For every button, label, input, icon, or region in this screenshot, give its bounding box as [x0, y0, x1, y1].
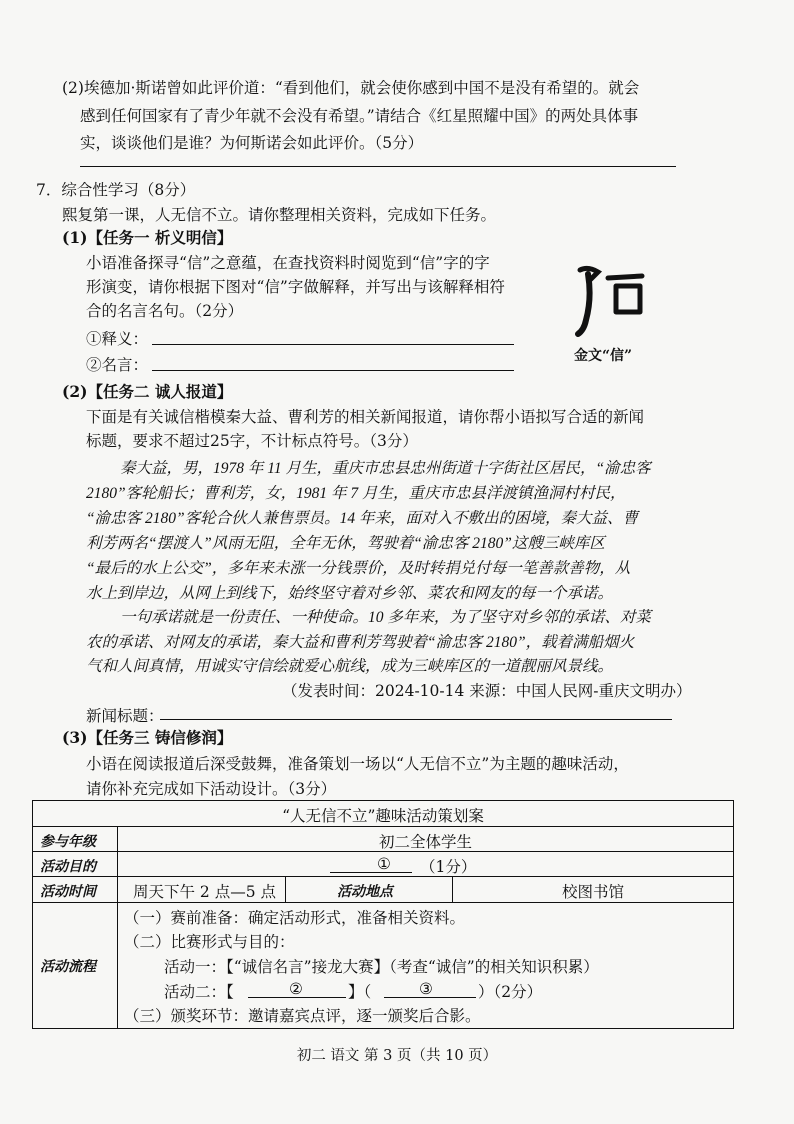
grade-value: 初二全体学生 [378, 833, 472, 851]
task2-head: (2)【任务二 诚人报道】 [62, 382, 233, 401]
time-label: 活动时间 [40, 884, 96, 900]
q6-2-answer-line[interactable] [80, 166, 676, 167]
plan-vrule-2 [285, 876, 286, 902]
plan-rule-1 [32, 826, 734, 827]
activity-blank-3[interactable]: ③ [419, 980, 433, 998]
plan-vrule-label [117, 826, 118, 1029]
task3-line2: 请你补充完成如下活动设计。（3分） [86, 780, 337, 798]
quote-answer-line[interactable] [152, 370, 514, 371]
purpose-score: （1分） [420, 858, 477, 876]
flow-step-1: （一）赛前准备：确定活动形式，准备相关资料。 [124, 909, 466, 927]
news-p1-line4: 利芳两名“摆渡人”风雨无阻，全年无休，驾驶着“渝忠客 2180”这艘三峡库区 [86, 535, 605, 552]
task2-line2: 标题，要求不超过25字，不计标点符号。（3分） [86, 432, 418, 450]
news-source: （发表时间：2024-10-14 来源：中国人民网-重庆文明办） [282, 682, 692, 700]
activity-answer-line-2[interactable] [248, 997, 346, 998]
grade-label: 参与年级 [40, 834, 96, 850]
flow-activity-2-suffix: ）（2分） [478, 983, 543, 1001]
activity-blank-2[interactable]: ② [289, 980, 303, 998]
flow-step-2: （二）比赛形式与目的： [124, 933, 295, 951]
purpose-label: 活动目的 [40, 859, 96, 875]
flow-step-3: （三）颁奖环节：邀请嘉宾点评，逐一颁奖后合影。 [124, 1007, 481, 1025]
q6-2-line2: 感到任何国家有了青少年就不会没有希望。”请结合《红星照耀中国》的两处具体事 [80, 107, 639, 125]
flow-activity-1: 活动一：【“诚信名言”接龙大赛】（考查“诚信”的相关知识积累） [164, 958, 599, 976]
flow-activity-2-prefix: 活动二：【 [164, 983, 234, 1001]
news-p2-line1: 一句承诺就是一份责任、一种使命。10 多年来，为了坚守对乡邻的承诺、对菜 [120, 609, 651, 626]
activity-answer-line-3[interactable] [384, 997, 476, 998]
flow-label: 活动流程 [40, 959, 96, 975]
task3-head: (3)【任务三 铸信修润】 [62, 728, 233, 747]
plan-rule-4 [32, 902, 734, 903]
task3-line1: 小语在阅读报道后深受鼓舞，准备策划一场以“人无信不立”为主题的趣味活动， [86, 755, 629, 773]
purpose-blank-1[interactable]: ① [377, 855, 391, 873]
news-title-answer-line[interactable] [160, 719, 672, 720]
place-label: 活动地点 [337, 884, 393, 900]
flow-activity-2-mid: 】（ [348, 983, 372, 1001]
purpose-answer-line[interactable] [330, 872, 412, 873]
news-p1-line3: “渝忠客 2180”客轮合伙人兼售票员。14 年来，面对入不敷出的困境，秦大益、曹 [86, 510, 638, 527]
news-p2-line2: 农的承诺、对网友的承诺，秦大益和曹利芳驾驶着“渝忠客 2180”，载着满船烟火 [86, 634, 635, 651]
news-p1-line1: 秦大益，男，1978 年 11 月生，重庆市忠县忠州街道十字街社区居民，“渝忠客 [120, 460, 651, 477]
explain-label: ①释义： [86, 330, 149, 348]
news-p2-line3: 气和人间真情，用诚实守信绘就爱心航线，成为三峡库区的一道靓丽风景线。 [86, 658, 614, 675]
task1-line3: 合的名言名句。（2分） [86, 302, 244, 320]
jinwen-caption: 金文“信” [574, 348, 633, 364]
task1-line2: 形演变，请你根据下图对“信”字做解释，并写出与该解释相符 [86, 278, 505, 296]
jinwen-xin-glyph-image [568, 258, 658, 338]
explain-answer-line[interactable] [152, 344, 514, 345]
place-value: 校图书馆 [561, 883, 624, 901]
plan-title: “人无信不立”趣味活动策划案 [282, 807, 484, 825]
q6-2-line3: 实，谈谈他们是谁？为何斯诺会如此评价。（5分） [80, 134, 424, 152]
q6-2-line1: (2)埃德加·斯诺曾如此评价道：“看到他们，就会使你感到中国不是没有希望的。就会 [62, 79, 640, 97]
time-value: 周天下午 2 点—5 点 [133, 883, 277, 901]
q7-title: 7．综合性学习（8分） [36, 181, 196, 199]
plan-rule-3 [32, 876, 734, 877]
task1-line1: 小语准备探寻“信”之意蕴，在查找资料时阅览到“信”字的字 [86, 254, 490, 272]
quote-label: ②名言： [86, 356, 149, 374]
news-title-label: 新闻标题： [86, 707, 164, 725]
q7-intro: 熙复第一课，人无信不立。请你整理相关资料，完成如下任务。 [62, 206, 497, 224]
task2-line1: 下面是有关诚信楷模秦大益、曹利芳的相关新闻报道，请你帮小语拟写合适的新闻 [86, 408, 645, 426]
news-p1-line6: 水上到岸边，从网上到线下，始终坚守着对乡邻、菜农和网友的每一个承诺。 [86, 585, 614, 602]
news-p1-line2: 2180”客轮船长；曹利芳，女，1981 年 7 月生，重庆市忠县洋渡镇渔洞村村民， [86, 485, 626, 502]
page-footer: 初二 语文 第 3 页（共 10 页） [296, 1048, 498, 1064]
news-p1-line5: “最后的水上公交”，多年来未涨一分钱票价，及时转捐兑付每一笔善款善物，从 [86, 560, 631, 577]
task1-head: (1)【任务一 析义明信】 [62, 228, 233, 247]
